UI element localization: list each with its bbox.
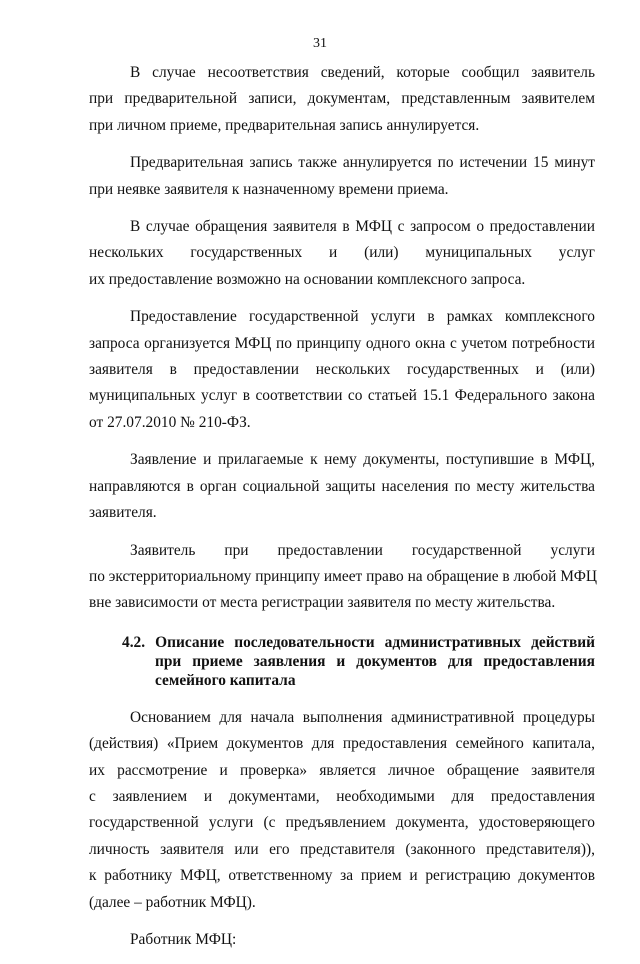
paragraph-line: к работнику МФЦ, ответственному за прием и регистрацию документов	[89, 867, 595, 885]
section-heading	[89, 633, 595, 690]
paragraph-line: Заявитель при предоставлении государственной услуги	[130, 541, 595, 559]
page-number: 31	[313, 36, 327, 51]
paragraph-line: Предварительная запись также аннулируется по истечении 15 минут	[130, 154, 595, 172]
paragraph-line: направляются в орган социальной защиты населения по месту жительства	[89, 477, 595, 495]
paragraph-line: Заявление и прилагаемые к нему документы, поступившие в МФЦ,	[130, 451, 595, 469]
paragraph-line: Основанием для начала выполнения административной процедуры	[130, 708, 595, 726]
heading-line: при приеме заявления и документов для предоставления	[155, 652, 595, 670]
paragraph	[89, 538, 598, 617]
paragraph	[89, 304, 595, 436]
paragraph-line: вне зависимости от места регистрации заявителя по месту жительства.	[89, 594, 556, 612]
paragraphs-after-heading	[89, 705, 595, 954]
paragraph-line: заявителя в предоставлении нескольких государственных и (или)	[89, 361, 595, 379]
paragraph-line: их рассмотрение и проверка» является личное обращение заявителя	[89, 761, 595, 779]
paragraph-line: нескольких государственных и (или) муниципальных услуг	[89, 244, 595, 262]
paragraph-line: государственной услуги (с предъявлением документа, удостоверяющего	[89, 814, 595, 832]
paragraph-line: Работник МФЦ:	[130, 930, 237, 948]
paragraph-line: их предоставление возможно на основании комплексного запроса.	[89, 270, 526, 288]
paragraph-line: Предоставление государственной услуги в рамках комплексного	[130, 308, 595, 326]
paragraph-line: муниципальных услуг в соответствии со статьей 15.1 Федерального закона	[89, 387, 595, 405]
paragraph	[89, 927, 595, 953]
paragraph-line: В случае обращения заявителя в МФЦ с запросом о предоставлении	[130, 218, 595, 236]
paragraph-line: с заявлением и документами, необходимыми для предоставления	[89, 787, 595, 805]
paragraph	[89, 447, 595, 526]
paragraph-line: от 27.07.2010 № 210-ФЗ.	[89, 413, 251, 431]
paragraph	[89, 214, 595, 293]
paragraph-line: при неявке заявителя к назначенному времени приема.	[89, 180, 449, 198]
paragraph	[89, 60, 595, 139]
paragraph-line: (далее – работник МФЦ).	[89, 893, 256, 911]
paragraph-line: (действия) «Прием документов для предоставления семейного капитала,	[89, 735, 595, 753]
paragraph-line: при предварительной записи, документам, представленным заявителем	[89, 90, 595, 108]
paragraph-line: В случае несоответствия сведений, которые сообщил заявитель	[130, 64, 595, 81]
paragraph	[89, 705, 595, 916]
paragraph	[89, 150, 595, 203]
paragraph-line: при личном приеме, предварительная запись аннулируется.	[89, 116, 480, 134]
paragraphs-before-heading	[89, 60, 598, 617]
paragraph-line: запроса организуется МФЦ по принципу одного окна с учетом потребности	[89, 334, 595, 352]
paragraph-line: по экстерриториальному принципу имеет право на обращение в любой МФЦ	[89, 567, 598, 585]
heading-line: семейного капитала	[155, 671, 296, 689]
document-body	[89, 60, 598, 964]
paragraph-line: личность заявителя или его представителя (законного представителя)),	[89, 840, 595, 858]
heading-line: 4.2. Описание последовательности административных действий	[122, 633, 595, 651]
paragraph-line: заявителя.	[89, 504, 157, 522]
